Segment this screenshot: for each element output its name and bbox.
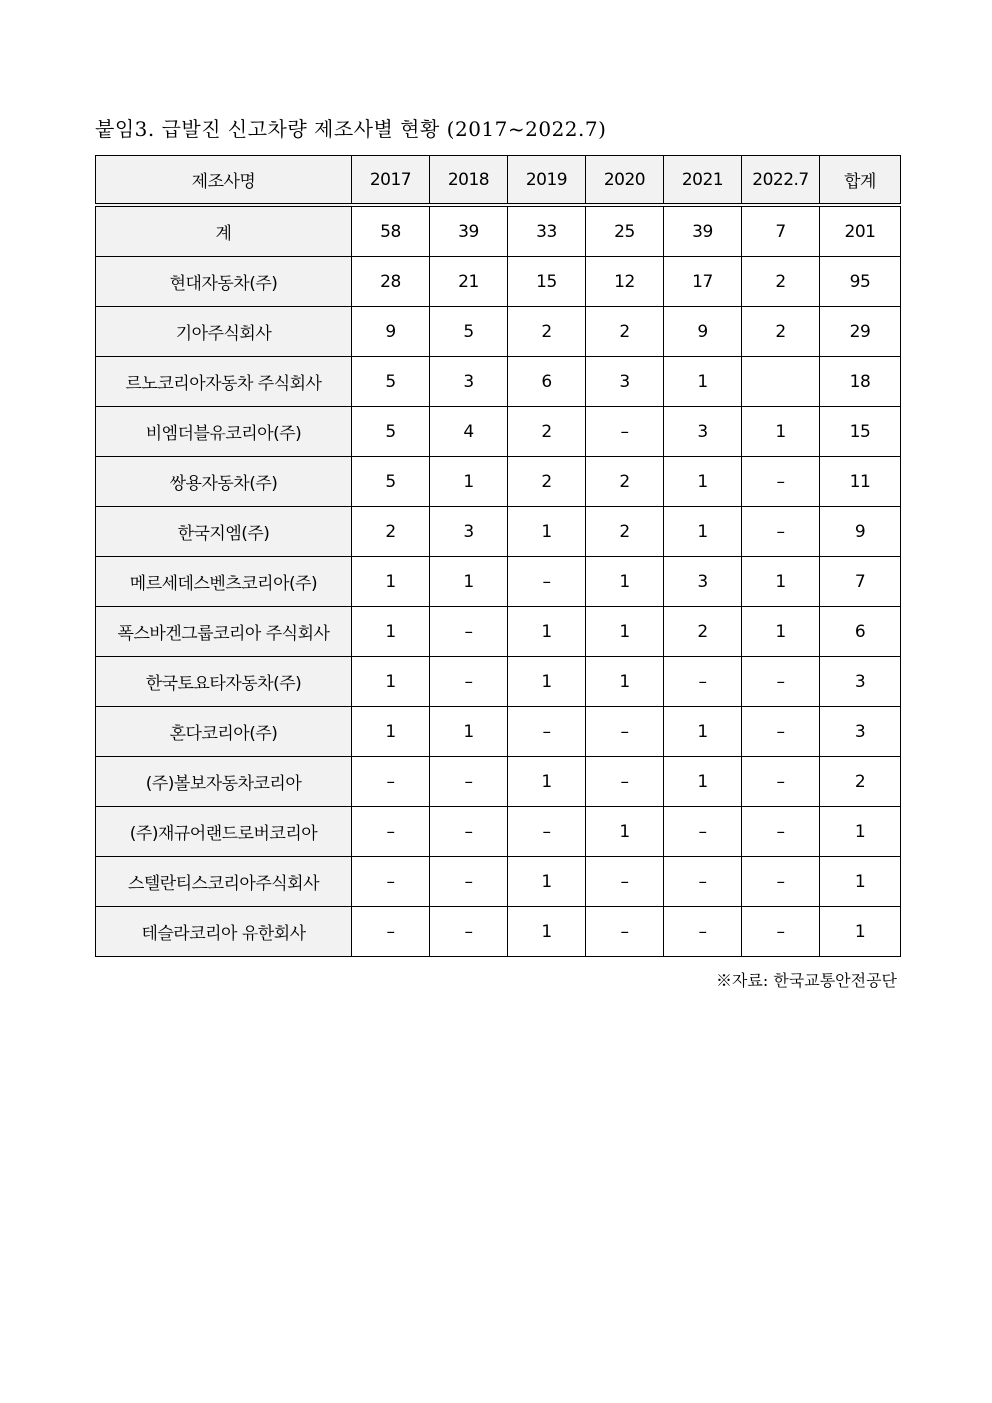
count-cell: 1 <box>352 557 430 607</box>
count-cell: – <box>586 407 664 457</box>
count-cell: 1 <box>586 557 664 607</box>
count-cell: 1 <box>352 707 430 757</box>
table-row <box>96 757 901 807</box>
count-cell: – <box>586 857 664 907</box>
document-title: 붙임3. 급발진 신고차량 제조사별 현황 (2017~2022.7) <box>95 117 607 141</box>
table-header-row <box>96 156 901 206</box>
column-header-7: 합계 <box>820 156 901 206</box>
count-cell: – <box>742 707 820 757</box>
count-cell <box>742 357 820 407</box>
count-cell: 7 <box>742 205 820 257</box>
count-cell: 17 <box>664 257 742 307</box>
count-cell: 2 <box>508 307 586 357</box>
count-cell: 1 <box>820 857 901 907</box>
column-header-1: 2017 <box>352 156 430 206</box>
count-cell: – <box>664 857 742 907</box>
count-cell: 2 <box>352 507 430 557</box>
count-cell: 58 <box>352 205 430 257</box>
count-cell: 2 <box>664 607 742 657</box>
count-cell: 1 <box>664 457 742 507</box>
count-cell: – <box>508 707 586 757</box>
count-cell: – <box>742 807 820 857</box>
table-row <box>96 407 901 457</box>
count-cell: – <box>352 907 430 957</box>
table-row <box>96 657 901 707</box>
count-cell: 2 <box>586 507 664 557</box>
count-cell: – <box>430 857 508 907</box>
count-cell: 6 <box>508 357 586 407</box>
manufacturer-name-cell: 기아주식회사 <box>96 307 352 357</box>
count-cell: 1 <box>430 557 508 607</box>
count-cell: – <box>742 507 820 557</box>
count-cell: 11 <box>820 457 901 507</box>
count-cell: 2 <box>742 307 820 357</box>
column-header-3: 2019 <box>508 156 586 206</box>
total-row <box>96 205 901 257</box>
count-cell: 12 <box>586 257 664 307</box>
count-cell: 9 <box>352 307 430 357</box>
manufacturer-name-cell: 메르세데스벤츠코리아(주) <box>96 557 352 607</box>
count-cell: – <box>664 907 742 957</box>
count-cell: – <box>430 607 508 657</box>
count-cell: 1 <box>508 757 586 807</box>
count-cell: 1 <box>508 657 586 707</box>
table-row <box>96 707 901 757</box>
count-cell: 3 <box>664 557 742 607</box>
count-cell: – <box>352 807 430 857</box>
manufacturer-name-cell: (주)재규어랜드로버코리아 <box>96 807 352 857</box>
count-cell: 95 <box>820 257 901 307</box>
count-cell: 21 <box>430 257 508 307</box>
count-cell: – <box>742 907 820 957</box>
count-cell: 1 <box>586 807 664 857</box>
count-cell: 15 <box>820 407 901 457</box>
count-cell: 7 <box>820 557 901 607</box>
count-cell: – <box>742 757 820 807</box>
count-cell: – <box>586 707 664 757</box>
table-row <box>96 307 901 357</box>
count-cell: 28 <box>352 257 430 307</box>
table-row <box>96 807 901 857</box>
count-cell: 1 <box>820 907 901 957</box>
column-header-6: 2022.7 <box>742 156 820 206</box>
count-cell: – <box>586 907 664 957</box>
table-row <box>96 507 901 557</box>
count-cell: 1 <box>508 907 586 957</box>
count-cell: 6 <box>820 607 901 657</box>
manufacturer-name-cell: 혼다코리아(주) <box>96 707 352 757</box>
manufacturer-name-cell: 테슬라코리아 유한회사 <box>96 907 352 957</box>
count-cell: 2 <box>742 257 820 307</box>
count-cell: 3 <box>664 407 742 457</box>
count-cell: – <box>430 807 508 857</box>
count-cell: 39 <box>664 205 742 257</box>
table-row <box>96 357 901 407</box>
manufacturer-name-cell: 르노코리아자동차 주식회사 <box>96 357 352 407</box>
count-cell: 5 <box>430 307 508 357</box>
manufacturer-name-cell: 쌍용자동차(주) <box>96 457 352 507</box>
manufacturer-name-cell: 스텔란티스코리아주식회사 <box>96 857 352 907</box>
column-header-5: 2021 <box>664 156 742 206</box>
count-cell: – <box>352 757 430 807</box>
table-row <box>96 457 901 507</box>
count-cell: – <box>586 757 664 807</box>
source-note: ※자료: 한국교통안전공단 <box>715 971 897 990</box>
count-cell: 4 <box>430 407 508 457</box>
count-cell: – <box>742 857 820 907</box>
count-cell: 3 <box>820 707 901 757</box>
count-cell: 2 <box>508 407 586 457</box>
count-cell: 25 <box>586 205 664 257</box>
manufacturer-report-table <box>95 155 901 957</box>
count-cell: 1 <box>664 357 742 407</box>
count-cell: – <box>430 757 508 807</box>
count-cell: 1 <box>352 607 430 657</box>
manufacturer-name-cell: 계 <box>96 205 352 257</box>
count-cell: 1 <box>742 557 820 607</box>
count-cell: 9 <box>820 507 901 557</box>
count-cell: 1 <box>508 507 586 557</box>
count-cell: 33 <box>508 205 586 257</box>
count-cell: – <box>742 657 820 707</box>
count-cell: 2 <box>586 457 664 507</box>
count-cell: 1 <box>742 607 820 657</box>
count-cell: 1 <box>430 457 508 507</box>
count-cell: 2 <box>508 457 586 507</box>
table-row <box>96 557 901 607</box>
count-cell: 1 <box>352 657 430 707</box>
count-cell: 1 <box>430 707 508 757</box>
manufacturer-name-cell: 한국토요타자동차(주) <box>96 657 352 707</box>
count-cell: 3 <box>430 507 508 557</box>
count-cell: 9 <box>664 307 742 357</box>
count-cell: – <box>664 807 742 857</box>
count-cell: 1 <box>586 607 664 657</box>
count-cell: 3 <box>820 657 901 707</box>
count-cell: 2 <box>820 757 901 807</box>
count-cell: – <box>508 557 586 607</box>
manufacturer-name-cell: (주)볼보자동차코리아 <box>96 757 352 807</box>
table-row <box>96 857 901 907</box>
count-cell: 5 <box>352 407 430 457</box>
table-row <box>96 257 901 307</box>
count-cell: 1 <box>508 857 586 907</box>
manufacturer-name-cell: 비엠더블유코리아(주) <box>96 407 352 457</box>
count-cell: 5 <box>352 357 430 407</box>
count-cell: – <box>430 907 508 957</box>
count-cell: 39 <box>430 205 508 257</box>
count-cell: 2 <box>586 307 664 357</box>
count-cell: 29 <box>820 307 901 357</box>
count-cell: – <box>430 657 508 707</box>
count-cell: 1 <box>820 807 901 857</box>
count-cell: – <box>352 857 430 907</box>
count-cell: 15 <box>508 257 586 307</box>
count-cell: 1 <box>508 607 586 657</box>
count-cell: 1 <box>586 657 664 707</box>
column-header-manufacturer: 제조사명 <box>96 156 352 206</box>
count-cell: – <box>742 457 820 507</box>
count-cell: 3 <box>430 357 508 407</box>
count-cell: – <box>508 807 586 857</box>
count-cell: – <box>664 657 742 707</box>
count-cell: 1 <box>664 757 742 807</box>
table-row <box>96 607 901 657</box>
table-row <box>96 907 901 957</box>
count-cell: 201 <box>820 205 901 257</box>
count-cell: 18 <box>820 357 901 407</box>
count-cell: 1 <box>664 707 742 757</box>
manufacturer-name-cell: 폭스바겐그룹코리아 주식회사 <box>96 607 352 657</box>
count-cell: 1 <box>742 407 820 457</box>
count-cell: 3 <box>586 357 664 407</box>
manufacturer-name-cell: 한국지엠(주) <box>96 507 352 557</box>
count-cell: 5 <box>352 457 430 507</box>
column-header-4: 2020 <box>586 156 664 206</box>
count-cell: 1 <box>664 507 742 557</box>
manufacturer-name-cell: 현대자동차(주) <box>96 257 352 307</box>
column-header-2: 2018 <box>430 156 508 206</box>
